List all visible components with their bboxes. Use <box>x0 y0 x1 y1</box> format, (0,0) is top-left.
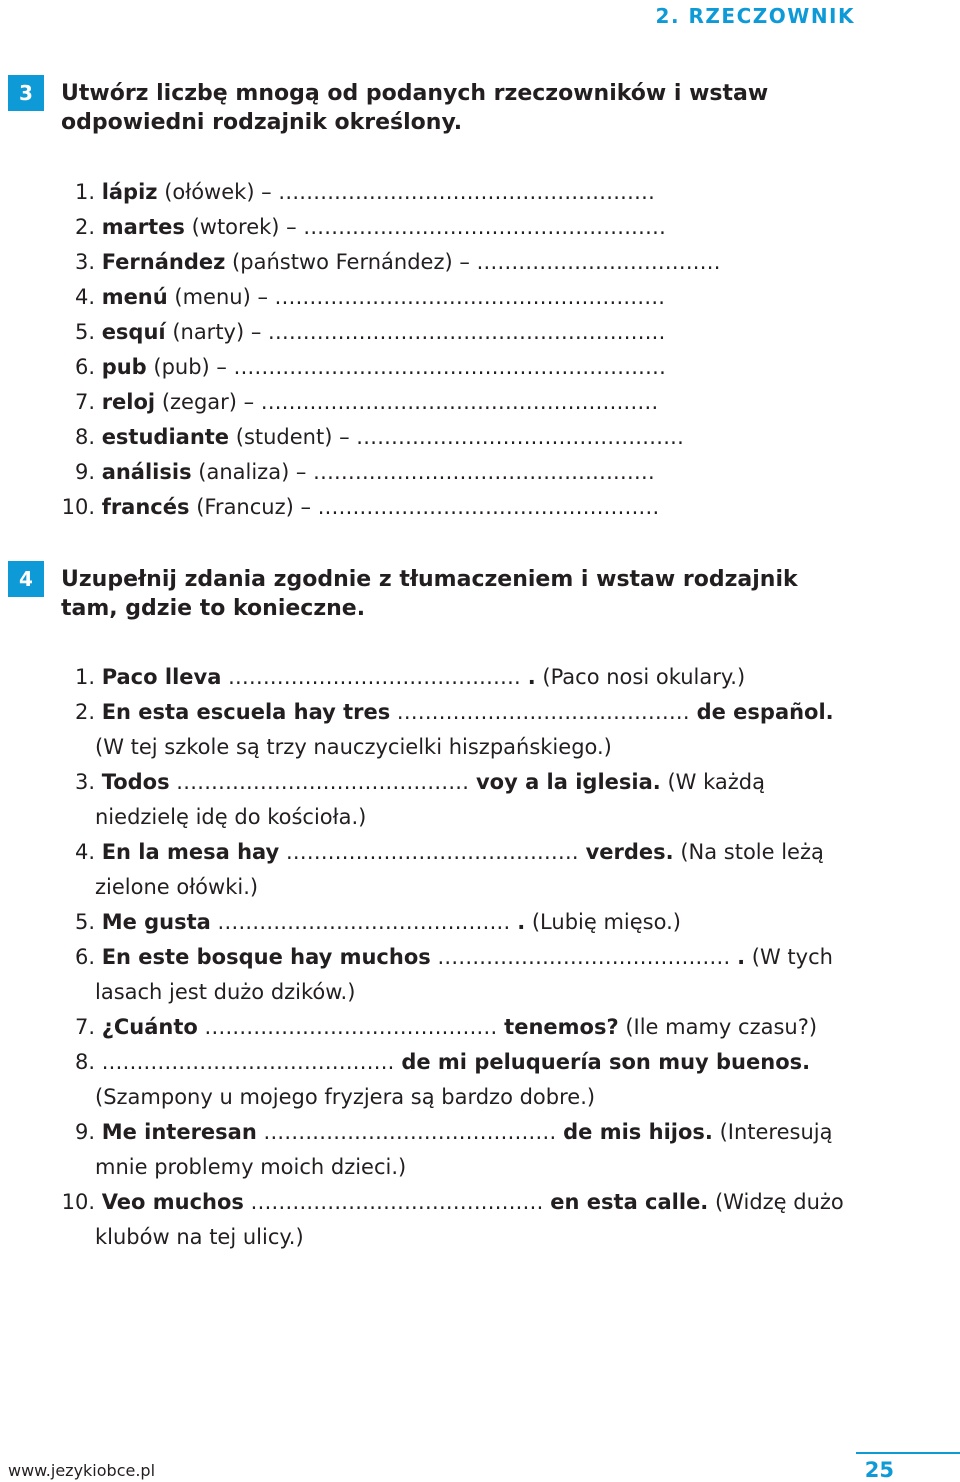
list-item <box>50 455 870 490</box>
item-content <box>95 315 870 350</box>
sentence-start: Todos <box>101 770 170 794</box>
list-item <box>50 490 870 525</box>
translation: (Widzę dużo klubów na tej ulicy.) <box>95 1190 844 1249</box>
sentence-end: de mi peluquería son muy buenos. <box>401 1050 811 1074</box>
list-item <box>50 940 860 1010</box>
answer-blank[interactable]: .......................................... <box>217 910 511 934</box>
list-item <box>50 695 860 765</box>
answer-blank[interactable]: ................................... <box>476 250 721 274</box>
list-item <box>50 660 860 695</box>
item-content <box>95 490 870 525</box>
item-number: 5. <box>74 910 95 934</box>
item-number: 3. <box>74 770 95 794</box>
list-item <box>50 905 860 940</box>
translation: (W tych lasach jest dużo dzików.) <box>95 945 833 1004</box>
item-gloss: (narty) – <box>172 320 262 344</box>
item-content <box>95 660 860 695</box>
sentence-end: . <box>517 910 526 934</box>
item-content <box>95 1010 860 1045</box>
item-content <box>95 280 870 315</box>
sentence-start: Me interesan <box>101 1120 257 1144</box>
list-item <box>50 1045 860 1115</box>
item-word: francés <box>101 495 190 519</box>
item-content <box>95 385 870 420</box>
answer-blank[interactable]: .......................................... <box>176 770 470 794</box>
item-number: 3. <box>74 250 95 274</box>
footer-url[interactable]: www.jezykiobce.pl <box>8 1461 156 1480</box>
sentence-start: En esta escuela hay tres <box>101 700 391 724</box>
list-item <box>50 835 860 905</box>
item-gloss: (Francuz) – <box>196 495 311 519</box>
answer-blank[interactable]: .......................................... <box>285 840 579 864</box>
item-content <box>95 455 870 490</box>
item-content <box>95 940 860 1010</box>
item-number: 2. <box>74 700 95 724</box>
exercise-4-instruction: Uzupełnij zdania zgodnie z tłumaczeniem i wstaw rodzajnik tam, gdzie to konieczne. <box>61 567 798 621</box>
chapter-title: 2. RZECZOWNIK <box>655 4 855 28</box>
list-item <box>50 245 870 280</box>
sentence-start: Me gusta <box>101 910 211 934</box>
sentence-end: . <box>737 945 746 969</box>
sentence-end: tenemos? <box>504 1015 619 1039</box>
item-number: 8. <box>74 1050 95 1074</box>
item-content <box>95 1045 860 1115</box>
item-content <box>95 1185 860 1255</box>
item-word: lápiz <box>101 180 158 204</box>
exercise-3-list <box>50 175 870 525</box>
page-number: 25 <box>864 1458 894 1482</box>
translation: (Na stole leżą zielone ołówki.) <box>95 840 824 899</box>
item-word: análisis <box>101 460 192 484</box>
answer-blank[interactable]: ................................................. <box>313 460 655 484</box>
item-content <box>95 835 860 905</box>
answer-blank[interactable]: ................................................. <box>317 495 660 519</box>
translation: (Paco nosi okulary.) <box>542 665 746 689</box>
list-item <box>50 175 870 210</box>
list-item <box>50 1185 860 1255</box>
list-item <box>50 210 870 245</box>
list-item <box>50 350 870 385</box>
item-gloss: (zegar) – <box>161 390 255 414</box>
answer-blank[interactable]: .......................................... <box>228 665 522 689</box>
item-number: 1. <box>74 665 95 689</box>
answer-blank[interactable]: ...................................................... <box>278 180 656 204</box>
item-number: 6. <box>74 355 95 379</box>
item-word: esquí <box>101 320 166 344</box>
item-number: 5. <box>74 320 95 344</box>
translation: (Szampony u mojego fryzjera są bardzo dobre.) <box>95 1085 596 1109</box>
exercise-4-number: 4 <box>8 561 44 597</box>
list-item <box>50 765 860 835</box>
answer-blank[interactable]: ......................................................... <box>260 390 659 414</box>
answer-blank[interactable]: ........................................................ <box>274 285 666 309</box>
item-gloss: (wtorek) – <box>191 215 297 239</box>
item-number: 9. <box>74 1120 95 1144</box>
item-gloss: (pub) – <box>153 355 227 379</box>
item-number: 4. <box>74 840 95 864</box>
item-content <box>95 905 860 940</box>
list-item <box>50 420 870 455</box>
item-gloss: (student) – <box>235 425 350 449</box>
item-word: estudiante <box>101 425 230 449</box>
sentence-start: ¿Cuánto <box>101 1015 198 1039</box>
item-word: martes <box>101 215 185 239</box>
answer-blank[interactable]: .......................................... <box>437 945 731 969</box>
list-item <box>50 280 870 315</box>
item-number: 10. <box>61 1190 95 1214</box>
answer-blank[interactable]: .......................................... <box>396 700 690 724</box>
translation: (W każdą niedzielę idę do kościoła.) <box>95 770 765 829</box>
answer-blank[interactable]: .......................................... <box>250 1190 544 1214</box>
item-word: menú <box>101 285 168 309</box>
item-gloss: (analiza) – <box>198 460 307 484</box>
answer-blank[interactable]: .......................................... <box>263 1120 557 1144</box>
item-number: 10. <box>61 495 95 519</box>
sentence-start: Veo muchos <box>101 1190 244 1214</box>
sentence-start: Paco lleva <box>101 665 222 689</box>
page-number-rule <box>856 1452 960 1454</box>
item-number: 4. <box>74 285 95 309</box>
sentence-end: verdes. <box>585 840 674 864</box>
answer-blank[interactable]: .................................................... <box>303 215 667 239</box>
item-gloss: (ołówek) – <box>164 180 272 204</box>
item-number: 9. <box>74 460 95 484</box>
sentence-end: voy a la iglesia. <box>475 770 661 794</box>
translation: (Ile mamy czasu?) <box>625 1015 818 1039</box>
item-number: 7. <box>74 1015 95 1039</box>
translation: (Lubię mięso.) <box>531 910 681 934</box>
item-number: 7. <box>74 390 95 414</box>
sentence-start: En este bosque hay muchos <box>101 945 431 969</box>
translation: (Interesują mnie problemy moich dzieci.) <box>95 1120 833 1179</box>
item-word: reloj <box>101 390 156 414</box>
sentence-start: En la mesa hay <box>101 840 280 864</box>
item-content <box>95 175 870 210</box>
item-number: 6. <box>74 945 95 969</box>
item-content <box>95 245 870 280</box>
answer-blank[interactable]: .......................................... <box>204 1015 498 1039</box>
item-content <box>95 1115 860 1185</box>
item-content <box>95 695 860 765</box>
sentence-end: . <box>527 665 536 689</box>
item-word: Fernández <box>101 250 226 274</box>
sentence-end: de mis hijos. <box>563 1120 713 1144</box>
item-gloss: (państwo Fernández) – <box>232 250 470 274</box>
list-item <box>50 315 870 350</box>
item-number: 2. <box>74 215 95 239</box>
item-gloss: (menu) – <box>174 285 268 309</box>
list-item <box>50 1010 860 1045</box>
item-word: pub <box>101 355 147 379</box>
answer-blank[interactable]: ............................................... <box>356 425 685 449</box>
item-content <box>95 420 870 455</box>
exercise-3-instruction: Utwórz liczbę mnogą od podanych rzeczowników i wstaw odpowiedni rodzajnik określony. <box>61 81 769 135</box>
answer-blank[interactable]: .......................................... <box>101 1050 395 1074</box>
item-content <box>95 210 870 245</box>
item-number: 1. <box>74 180 95 204</box>
translation: (W tej szkole są trzy nauczycielki hiszpańskiego.) <box>95 735 612 759</box>
answer-blank[interactable]: .............................................................. <box>233 355 667 379</box>
item-number: 8. <box>74 425 95 449</box>
sentence-end: de español. <box>696 700 834 724</box>
item-content <box>95 350 870 385</box>
list-item <box>50 1115 860 1185</box>
list-item <box>50 385 870 420</box>
item-content <box>95 765 860 835</box>
exercise-4-list <box>50 660 860 1255</box>
answer-blank[interactable]: ......................................................... <box>268 320 666 344</box>
sentence-end: en esta calle. <box>550 1190 709 1214</box>
exercise-3-number: 3 <box>8 75 44 111</box>
